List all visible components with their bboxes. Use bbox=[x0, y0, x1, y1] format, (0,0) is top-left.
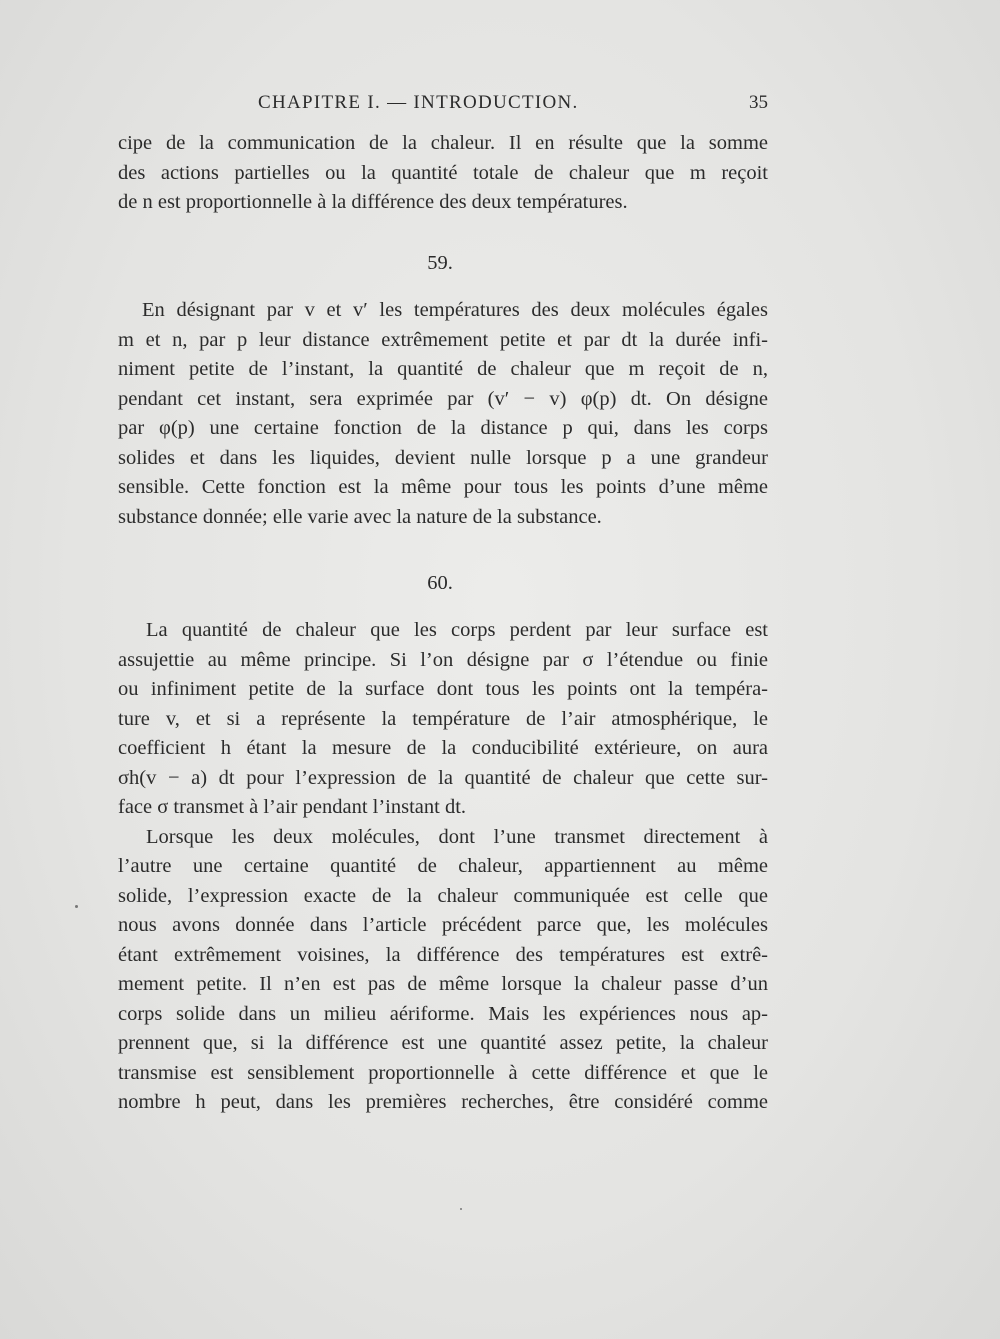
text-line: corps solide dans un milieu aériforme. Mais les expériences nous ap- bbox=[118, 1002, 768, 1025]
paper-speck bbox=[75, 905, 78, 908]
section-number-59: 59. bbox=[427, 252, 453, 274]
text-line: pendant cet instant, sera exprimée par (v′ − v) φ(p) dt. On désigne bbox=[118, 387, 768, 410]
running-head: CHAPITRE I. — INTRODUCTION. bbox=[258, 92, 579, 113]
section-60-text bbox=[118, 616, 768, 1118]
text-line: assujettie au même principe. Si l’on désigne par σ l’étendue ou finie bbox=[118, 648, 768, 671]
text-line: par φ(p) une certaine fonction de la distance p qui, dans les corps bbox=[118, 417, 768, 439]
paper-speck bbox=[460, 1208, 462, 1210]
text-line: des actions partielles ou la quantité totale de chaleur que m reçoit bbox=[118, 161, 768, 184]
intro-paragraph bbox=[118, 129, 768, 218]
text-line: m et n, par p leur distance extrêmement petite et par dt la durée infi- bbox=[118, 328, 768, 351]
text-line: ou infiniment petite de la surface dont tous les points ont la tempéra- bbox=[118, 678, 768, 700]
text-line: Lorsque les deux molécules, dont l’une transmet directement à bbox=[146, 825, 768, 848]
text-line: l’autre une certaine quantité de chaleur, appartiennent au même bbox=[118, 855, 768, 877]
text-line: prennent que, si la différence est une quantité assez petite, la chaleur bbox=[118, 1032, 768, 1054]
text-line: face σ transmet à l’air pendant l’instant dt. bbox=[118, 796, 467, 818]
text-line: En désignant par v et v′ les températures des deux molécules égales bbox=[142, 299, 768, 321]
page-header bbox=[258, 92, 768, 122]
text-line: nombre h peut, dans les premières recherches, être considéré comme bbox=[118, 1091, 768, 1113]
text-line: sensible. Cette fonction est la même pour tous les points d’une même bbox=[118, 476, 768, 498]
text-line: mement petite. Il n’en est pas de même lorsque la chaleur passe d’un bbox=[118, 973, 768, 995]
text-line: transmise est sensiblement proportionnelle à cette différence et que le bbox=[118, 1061, 768, 1084]
text-line: cipe de la communication de la chaleur. Il en résulte que la somme bbox=[118, 132, 768, 154]
page-number: 35 bbox=[749, 92, 768, 113]
text-line: coefficient h étant la mesure de la conducibilité extérieure, on aura bbox=[118, 737, 768, 759]
text-line: solide, l’expression exacte de la chaleur communiquée est celle que bbox=[118, 884, 768, 907]
text-line: ture v, et si a représente la température de l’air atmosphérique, le bbox=[118, 707, 768, 730]
text-line: de n est proportionnelle à la différence des deux températures. bbox=[118, 191, 628, 213]
text-line: La quantité de chaleur que les corps perdent par leur surface est bbox=[146, 619, 768, 641]
text-line: σh(v − a) dt pour l’expression de la quantité de chaleur que cette sur- bbox=[118, 766, 768, 789]
text-line: solides et dans les liquides, devient nulle lorsque p a une grandeur bbox=[118, 446, 768, 469]
section-number-60: 60. bbox=[427, 572, 453, 594]
text-line: nous avons donnée dans l’article précédent parce que, les molécules bbox=[118, 914, 768, 936]
text-line: niment petite de l’instant, la quantité de chaleur que m reçoit de n, bbox=[118, 358, 768, 380]
text-line: substance donnée; elle varie avec la nature de la substance. bbox=[118, 505, 602, 528]
text-line: étant extrêmement voisines, la différence des températures est extrê- bbox=[118, 943, 768, 966]
section-59-paragraph bbox=[118, 296, 768, 532]
